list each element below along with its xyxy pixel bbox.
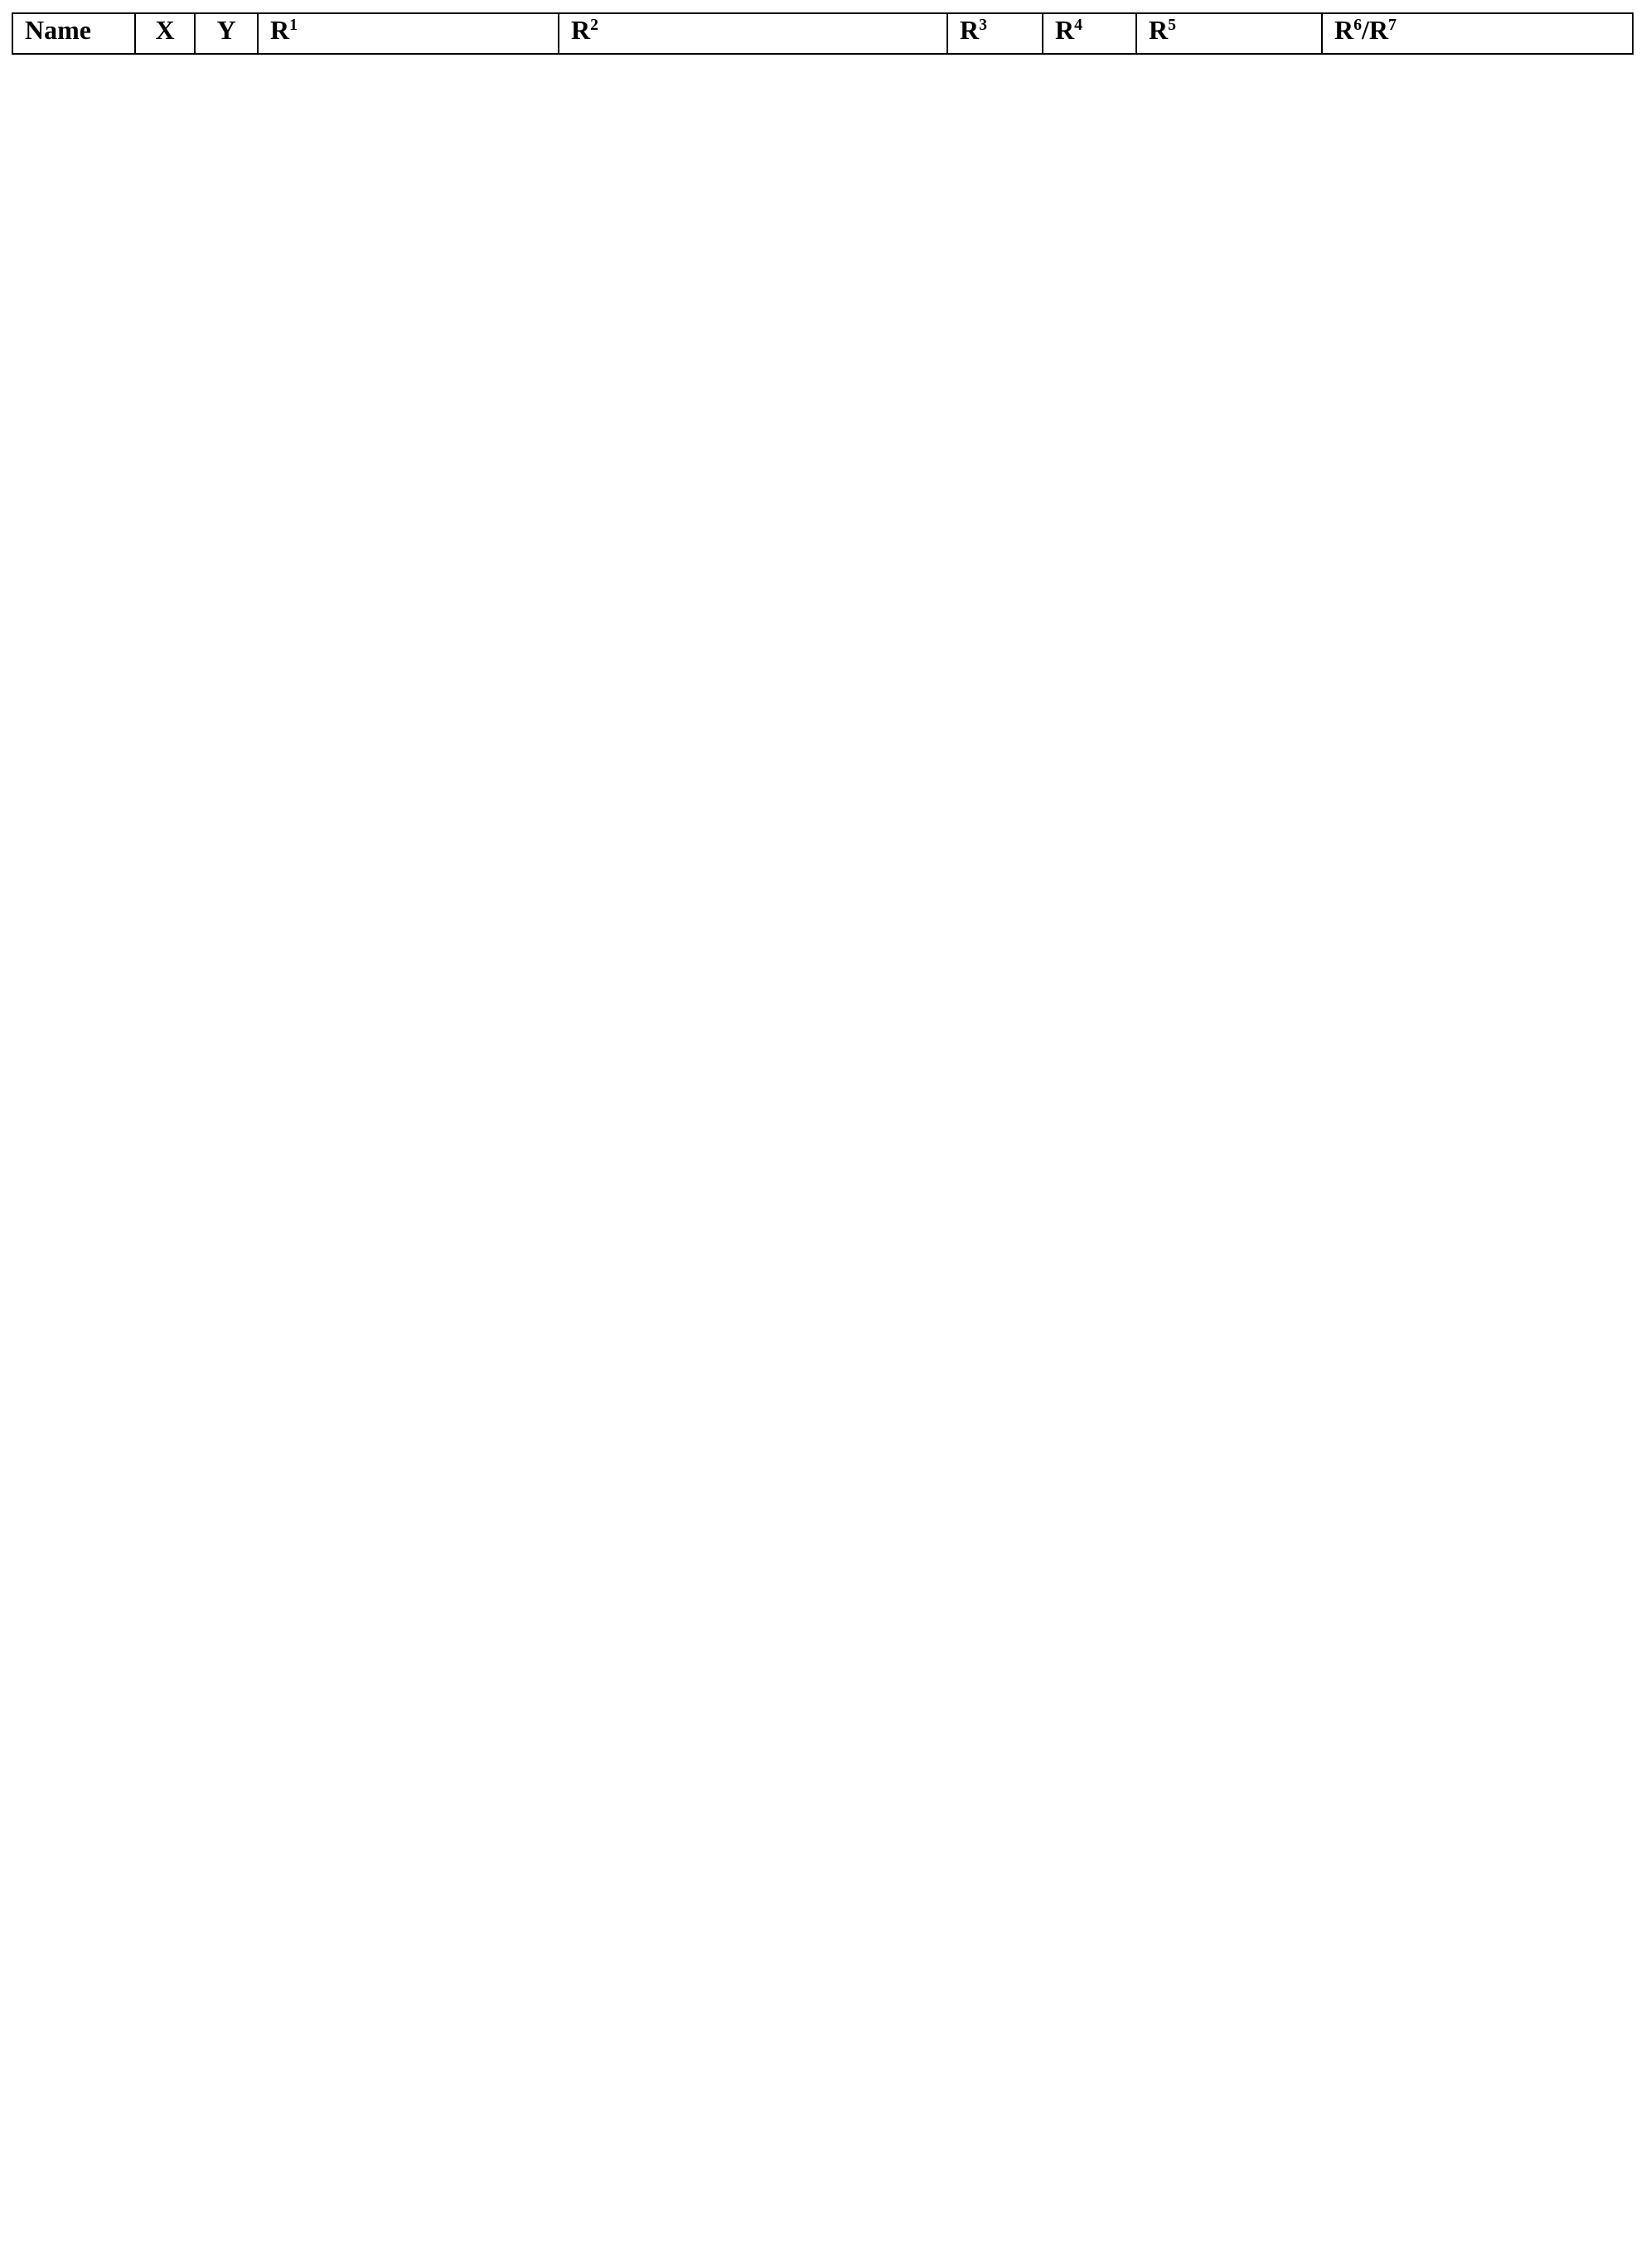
superscript: 2 xyxy=(590,16,598,34)
header-y: Y xyxy=(195,13,258,54)
header-r3 xyxy=(947,13,1043,54)
formula-text: R xyxy=(1055,15,1074,45)
superscript: 7 xyxy=(1388,16,1397,34)
superscript: 5 xyxy=(1168,16,1176,34)
header-r2 xyxy=(559,13,947,54)
superscript: 1 xyxy=(289,16,298,34)
formula-text: R xyxy=(270,15,289,45)
formula-text: R xyxy=(1334,15,1353,45)
header-x: X xyxy=(135,13,195,54)
formula-text: R xyxy=(960,15,979,45)
superscript: 4 xyxy=(1074,16,1082,34)
superscript: 3 xyxy=(979,16,987,34)
superscript: 6 xyxy=(1353,16,1362,34)
header-row xyxy=(12,13,1633,54)
formula-text: R xyxy=(1149,15,1168,45)
header-name: Name xyxy=(12,13,135,54)
header-r1 xyxy=(258,13,559,54)
header-r5 xyxy=(1136,13,1322,54)
formula-text: /R xyxy=(1362,15,1388,45)
header-r6-r7 xyxy=(1322,13,1633,54)
header-r4 xyxy=(1043,13,1136,54)
compound-table xyxy=(12,12,1634,55)
formula-text: R xyxy=(571,15,590,45)
